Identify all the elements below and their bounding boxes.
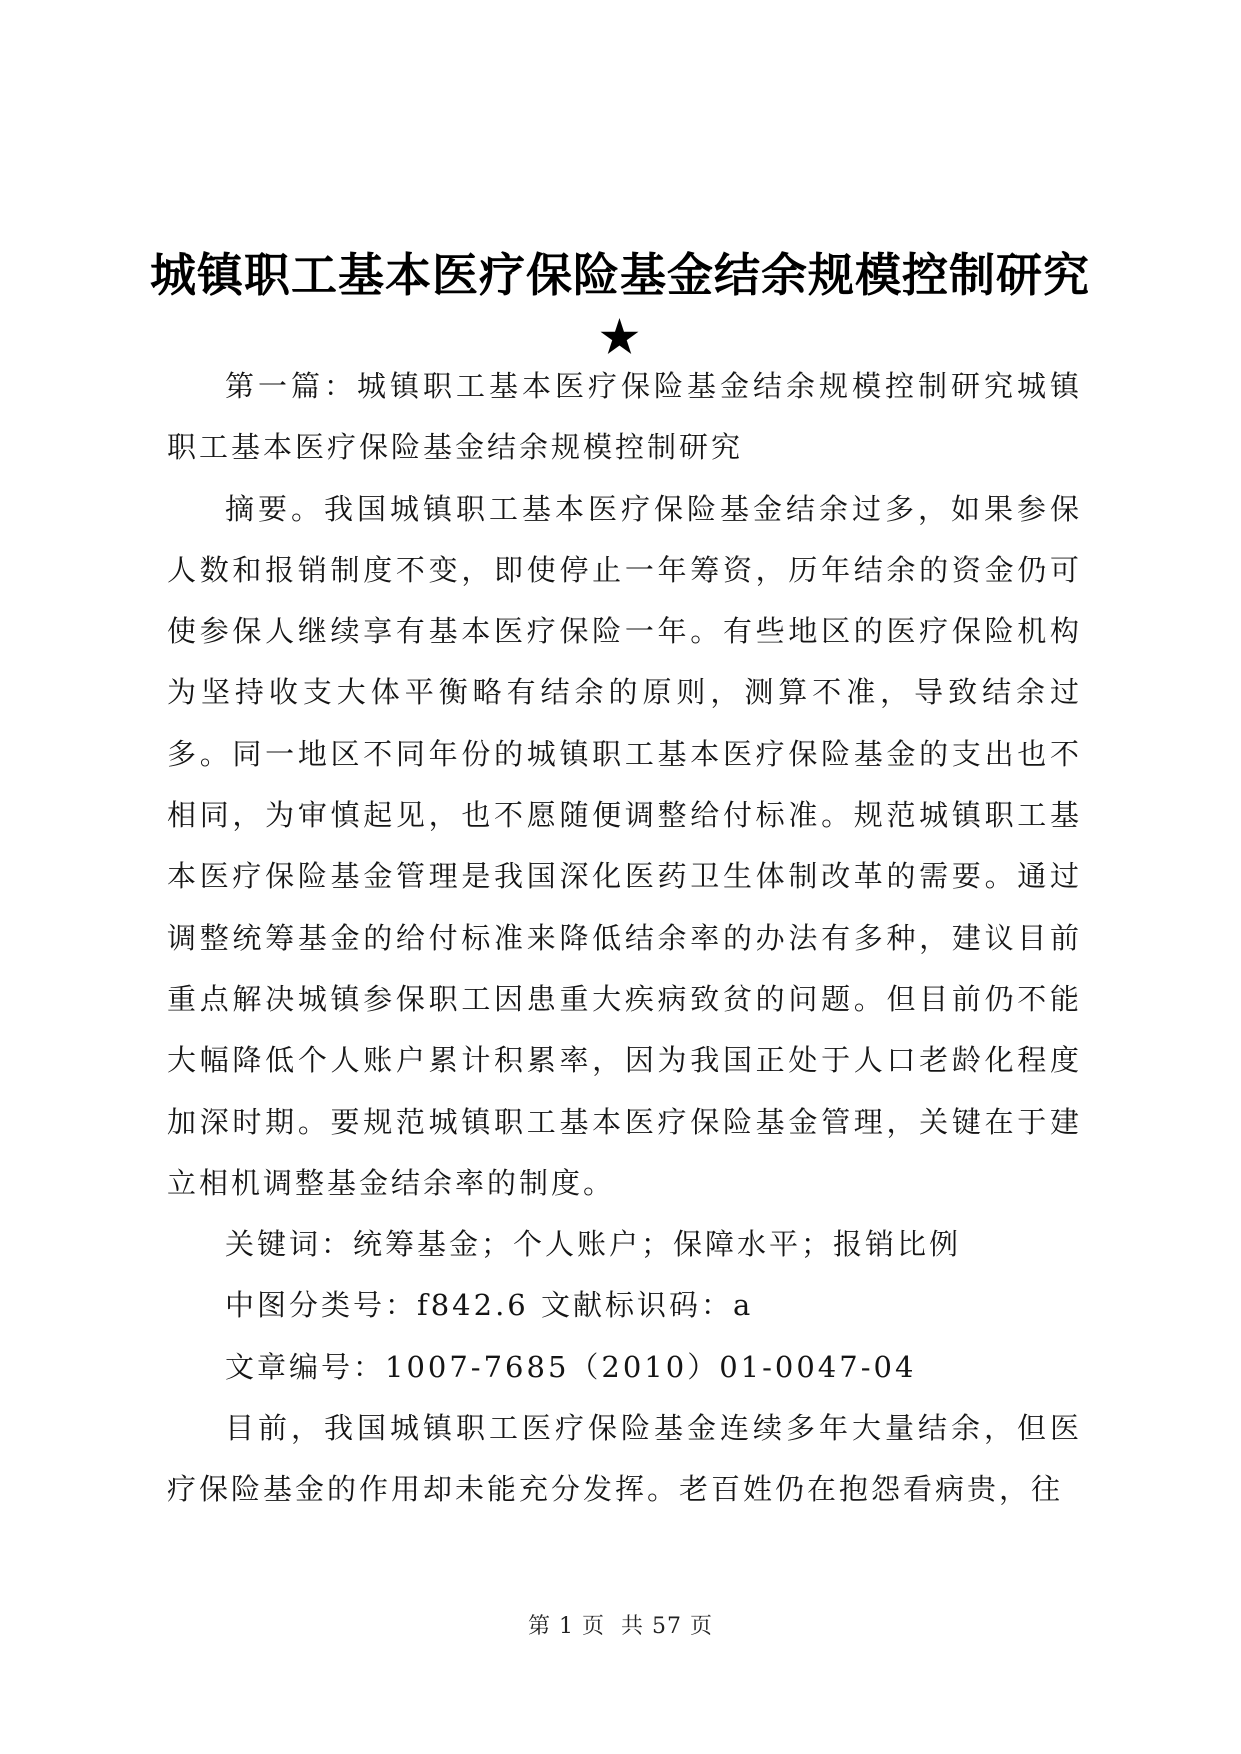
page-total: 共 57 页 — [621, 1614, 713, 1639]
title-text: 城镇职工基本医疗保险基金结余规模控制研究 — [150, 247, 1090, 302]
page-number: 第 1 页 — [528, 1614, 605, 1639]
star-icon: ★ — [599, 311, 641, 363]
document-body — [167, 356, 1082, 1521]
paragraph-intro: 目前，我国城镇职工医疗保险基金连续多年大量结余，但医疗保险基金的作用却未能充分发挥。老百姓仍在抱怨看病贵，往 — [167, 1411, 1082, 1507]
paragraph-classification: 中图分类号：f842.6 文献标识码：a — [225, 1288, 754, 1323]
paragraph-keywords: 关键词：统筹基金；个人账户；保障水平；报销比例 — [225, 1227, 962, 1262]
document-title — [150, 243, 1090, 369]
page-footer — [0, 1612, 1241, 1642]
paragraph-abstract: 摘要。我国城镇职工基本医疗保险基金结余过多，如果参保人数和报销制度不变，即使停止一年筹资，历年结余的资金仍可使参保人继续享有基本医疗保险一年。有些地区的医疗保险机构为坚持收支大体平衡略有结余的原则，测算不准，导致结余过多。同一地区不同年份的城镇职工基本医疗保险基金的支出也不相同，为审慎起见，也不愿随便调整给付标准。规范城镇职工基本医疗保险基金管理是我国深化医药卫生体制改革的需要。通过调整统筹基金的给付标准来降低结余率的办法有多种，建议目前重点解决城镇参保职工因患重大疾病致贫的问题。但目前仍不能大幅降低个人账户累计积累率，因为我国正处于人口老龄化程度加深时期。要规范城镇职工基本医疗保险基金管理，关键在于建立相机调整基金结余率的制度。 — [167, 491, 1082, 1200]
paragraph-article-number: 文章编号：1007-7685（2010）01-0047-04 — [225, 1349, 917, 1384]
paragraph-heading: 第一篇：城镇职工基本医疗保险基金结余规模控制研究城镇职工基本医疗保险基金结余规模控制研究 — [167, 369, 1082, 465]
